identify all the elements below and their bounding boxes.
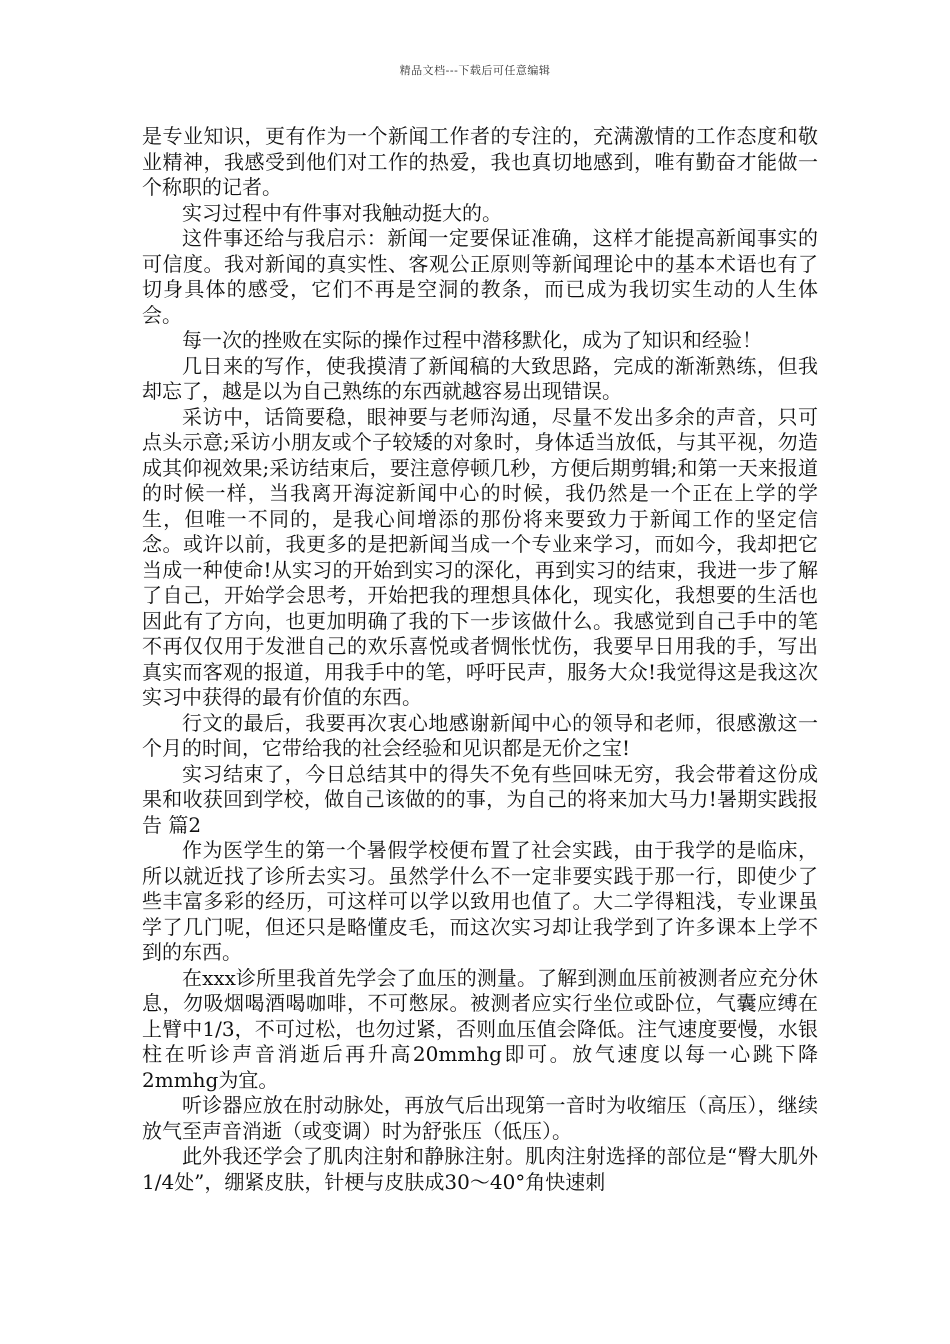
document-body: [142, 124, 818, 1195]
body-paragraph: 此外我还学会了肌肉注射和静脉注射。肌肉注射选择的部位是“臀大肌外1/4处”，绷紧皮肤，针梗与皮肤成30～40°角快速刺: [142, 1144, 818, 1194]
body-paragraph: 采访中，话筒要稳，眼神要与老师沟通，尽量不发出多余的声音，只可点头示意;采访小朋友或个子较矮的对象时，身体适当放低，与其平视，勿造成其仰视效果;采访结束后，要注意停顿几秒，方便后期剪辑;和第一天来报道的时候一样，当我离开海淀新闻中心的时候，我仍然是一个正在上学的学生，但唯一不同的，是我心间增添的那份将来要致力于新闻工作的坚定信念。或许以前，我更多的是把新闻当成一个专业来学习，而如今，我却把它当成一种使命!从实习的开始到实习的深化，再到实习的结束，我进一步了解了自己，开始学会思考，开始把我的理想具体化，现实化，我想要的生活也因此有了方向，也更加明确了我的下一步该做什么。我感觉到自己手中的笔不再仅仅用于发泄自己的欢乐喜悦或者惆怅忧伤，我要早日用我的手，写出真实而客观的报道，用我手中的笔，呼吁民声，服务大众!我觉得这是我这次实习中获得的最有价值的东西。: [142, 404, 818, 709]
body-paragraph: 实习结束了，今日总结其中的得失不免有些回味无穷，我会带着这份成果和收获回到学校，做自己该做的的事，为自己的将来加大马力!暑期实践报告 篇2: [142, 761, 818, 837]
body-paragraph: 作为医学生的第一个暑假学校便布置了社会实践，由于我学的是临床，所以就近找了诊所去实习。虽然学什么不一定非要实践于那一行，即使少了些丰富多彩的经历，可这样可以学以致用也值了。大二学得粗浅，专业课虽学了几门呢，但还只是略懂皮毛，而这次实习却让我学到了许多课本上学不到的东西。: [142, 838, 818, 964]
body-paragraph: 行文的最后，我要再次衷心地感谢新闻中心的领导和老师，很感激这一个月的时间，它带给我的社会经验和见识都是无价之宝!: [142, 710, 818, 760]
body-paragraph: 听诊器应放在肘动脉处，再放气后出现第一音时为收缩压（高压），继续放气至声音消逝（或变调）时为舒张压（低压）。: [142, 1093, 818, 1143]
body-paragraph: 几日来的写作，使我摸清了新闻稿的大致思路，完成的渐渐熟练，但我却忘了，越是以为自己熟练的东西就越容易出现错误。: [142, 353, 818, 403]
body-paragraph: 这件事还给与我启示：新闻一定要保证准确，这样才能提高新闻事实的可信度。我对新闻的真实性、客观公正原则等新闻理论中的基本术语也有了切身具体的感受，它们不再是空洞的教条，而已成为我切实生动的人生体会。: [142, 226, 818, 327]
body-paragraph: 实习过程中有件事对我触动挺大的。: [182, 200, 502, 225]
body-paragraph: 每一次的挫败在实际的操作过程中潜移默化，成为了知识和经验！: [182, 328, 762, 352]
body-paragraph: 是专业知识，更有作为一个新闻工作者的专注的，充满激情的工作态度和敬业精神，我感受到他们对工作的热爱，我也真切地感到，唯有勤奋才能做一个称职的记者。: [142, 124, 818, 199]
body-paragraph: 在xxx诊所里我首先学会了血压的测量。了解到测血压前被测者应充分休息，勿吸烟喝酒喝咖啡，不可憋尿。被测者应实行坐位或卧位，气囊应缚在上臂中1/3，不可过松，也勿过紧，否则血压值会降低。注气速度要慢，水银柱在听诊声音消逝后再升高20mmhg即可。放气速度以每一心跳下降2mmhg为宜。: [142, 965, 818, 1092]
page-header: 精品文档---下载后可任意编辑: [399, 64, 551, 77]
